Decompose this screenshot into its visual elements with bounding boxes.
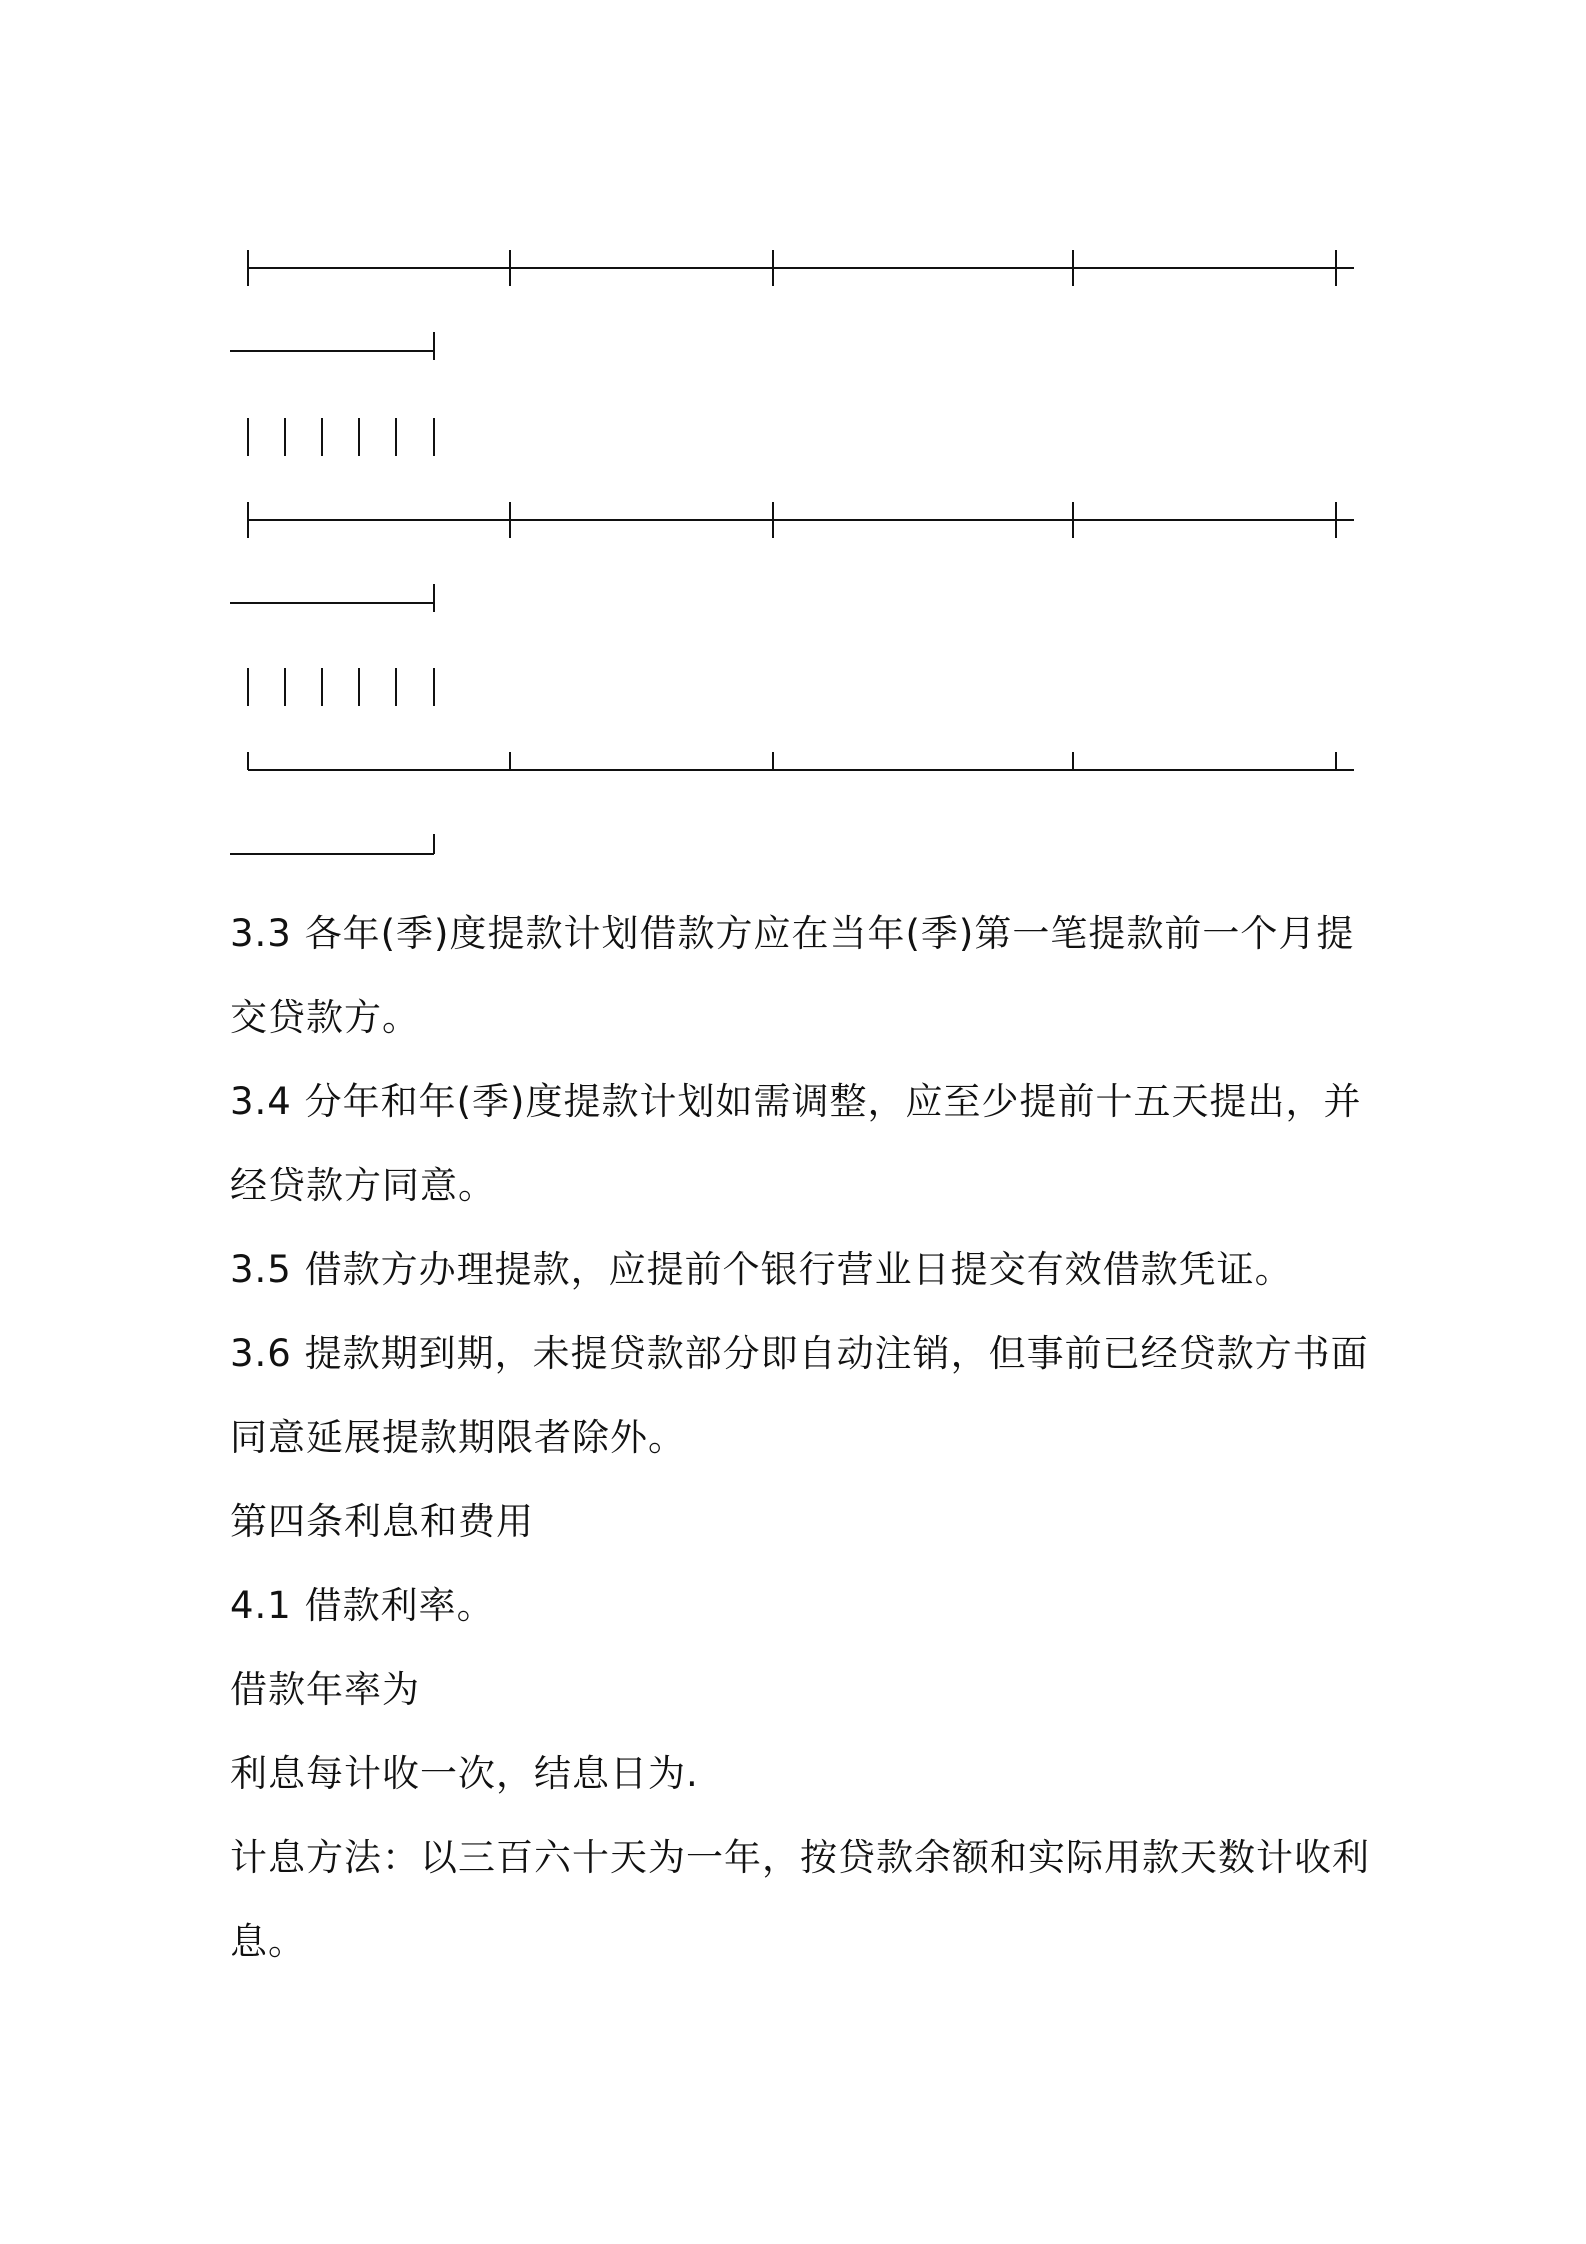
clause-3-5: 3.5 借款方办理提款，应提前个银行营业日提交有效借款凭证。: [230, 1248, 1293, 1291]
clause-3-6: 3.6 提款期到期，未提贷款部分即自动注销，但事前已经贷款方书面同意延展提款期限者除外。: [230, 1332, 1369, 1459]
clause-3-3: 3.3 各年(季)度提款计划借款方应在当年(季)第一笔提款前一个月提交贷款方。: [230, 912, 1355, 1039]
article-4-heading: 第四条利息和费用: [230, 1500, 534, 1543]
clause-3-4: 3.4 分年和年(季)度提款计划如需调整，应至少提前十五天提出，并经贷款方同意。: [230, 1080, 1362, 1207]
annual-rate-line: 借款年率为: [230, 1668, 420, 1711]
clause-4-1: 4.1 借款利率。: [230, 1584, 495, 1627]
interest-collection-line: 利息每计收一次，结息日为.: [230, 1752, 699, 1795]
drawdown-table-lines: [0, 0, 1586, 900]
interest-method-line: 计息方法：以三百六十天为一年，按贷款余额和实际用款天数计收利息。: [230, 1836, 1370, 1963]
